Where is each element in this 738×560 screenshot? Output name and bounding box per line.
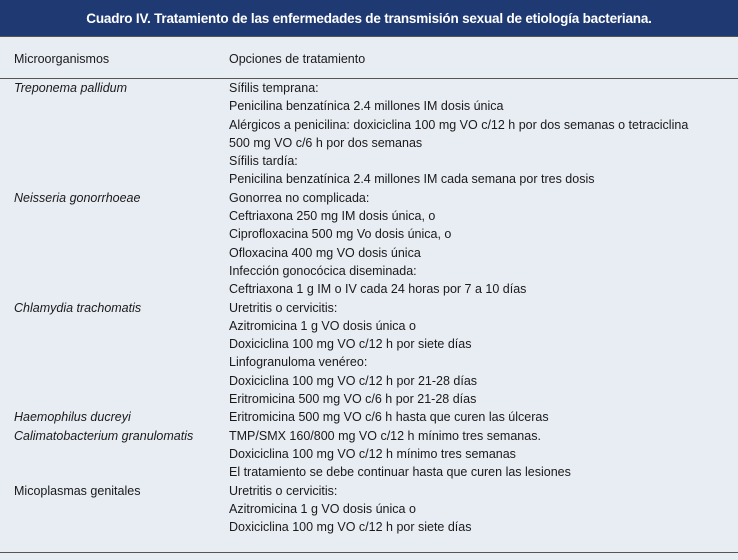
option-line: Azitromicina 1 g VO dosis única o <box>229 318 416 333</box>
organism-spacer <box>14 134 224 152</box>
organisms-column <box>14 79 224 536</box>
option-line: Doxiciclina 100 mg VO c/12 h por 21-28 días <box>229 373 478 388</box>
organism-spacer <box>14 244 224 262</box>
option-line: Gonorrea no complicada: <box>229 190 370 205</box>
option-line: TMP/SMX 160/800 mg VO c/12 h mínimo tres semanas. <box>229 428 541 443</box>
organism-name: Chlamydia trachomatis <box>14 300 142 315</box>
option-line: Ofloxacina 400 mg VO dosis única <box>229 245 421 260</box>
organism-spacer <box>14 390 224 408</box>
option-line: Ceftriaxona 1 g IM o IV cada 24 horas por 7 a 10 días <box>229 282 527 297</box>
option-line: Doxiciclina 100 mg VO c/12 h por siete días <box>229 337 472 352</box>
option-line: Uretritis o cervicitis: <box>229 483 338 498</box>
option-line: Uretritis o cervicitis: <box>229 300 338 315</box>
organism-spacer <box>14 353 224 371</box>
table-body <box>0 79 738 552</box>
organism-name: Treponema pallidum <box>14 81 128 95</box>
organism-spacer <box>14 152 224 170</box>
option-line: Linfogranuloma venéreo: <box>229 355 368 370</box>
organism-spacer <box>14 280 224 298</box>
organism-spacer <box>14 225 224 243</box>
column-header-options: Opciones de tratamiento <box>229 52 366 66</box>
option-line: Ceftriaxona 250 mg IM dosis única, o <box>229 209 436 224</box>
option-line: Infección gonocócica diseminada: <box>229 263 417 278</box>
organism-name: Micoplasmas genitales <box>14 483 141 498</box>
organism-name: Neisseria gonorrhoeae <box>14 190 141 205</box>
option-line: El tratamiento se debe continuar hasta que curen las lesiones <box>229 465 571 480</box>
options-column <box>229 79 729 536</box>
organism-spacer <box>14 518 224 536</box>
organism-spacer <box>14 207 224 225</box>
organism-name: Haemophilus ducreyi <box>14 410 131 425</box>
option-line: Penicilina benzatínica 2.4 millones IM dosis única <box>229 99 504 114</box>
option-line: 500 mg VO c/6 h por dos semanas <box>229 135 423 150</box>
organism-spacer <box>14 317 224 335</box>
organism-spacer <box>14 463 224 481</box>
organism-spacer <box>14 500 224 518</box>
option-line: Sífilis temprana: <box>229 81 319 95</box>
organism-spacer <box>14 372 224 390</box>
option-line: Doxiciclina 100 mg VO c/12 h mínimo tres semanas <box>229 446 516 461</box>
bottom-rule <box>0 552 738 553</box>
organism-spacer <box>14 116 224 134</box>
organism-spacer <box>14 170 224 188</box>
option-line: Alérgicos a penicilina: doxiciclina 100 mg VO c/12 h por dos semanas o tetraciclina <box>229 117 689 132</box>
option-line: Penicilina benzatínica 2.4 millones IM cada semana por tres dosis <box>229 172 595 187</box>
organism-spacer <box>14 97 224 115</box>
option-line: Ciprofloxacina 500 mg Vo dosis única, o <box>229 227 452 242</box>
option-line: Sífilis tardía: <box>229 154 298 169</box>
column-header-organisms: Microorganismos <box>14 52 110 66</box>
table-title: Cuadro IV. Tratamiento de las enfermedades de transmisión sexual de etiología bacteriana. <box>0 0 738 36</box>
organism-spacer <box>14 262 224 280</box>
organism-name: Calimatobacterium granulomatis <box>14 428 194 443</box>
option-line: Eritromicina 500 mg VO c/6 h por 21-28 días <box>229 392 477 407</box>
option-line: Eritromicina 500 mg VO c/6 h hasta que curen las úlceras <box>229 410 549 425</box>
header-row <box>0 36 738 79</box>
option-line: Doxiciclina 100 mg VO c/12 h por siete días <box>229 520 472 535</box>
option-line: Azitromicina 1 g VO dosis única o <box>229 501 416 516</box>
organism-spacer <box>14 335 224 353</box>
organism-spacer <box>14 445 224 463</box>
